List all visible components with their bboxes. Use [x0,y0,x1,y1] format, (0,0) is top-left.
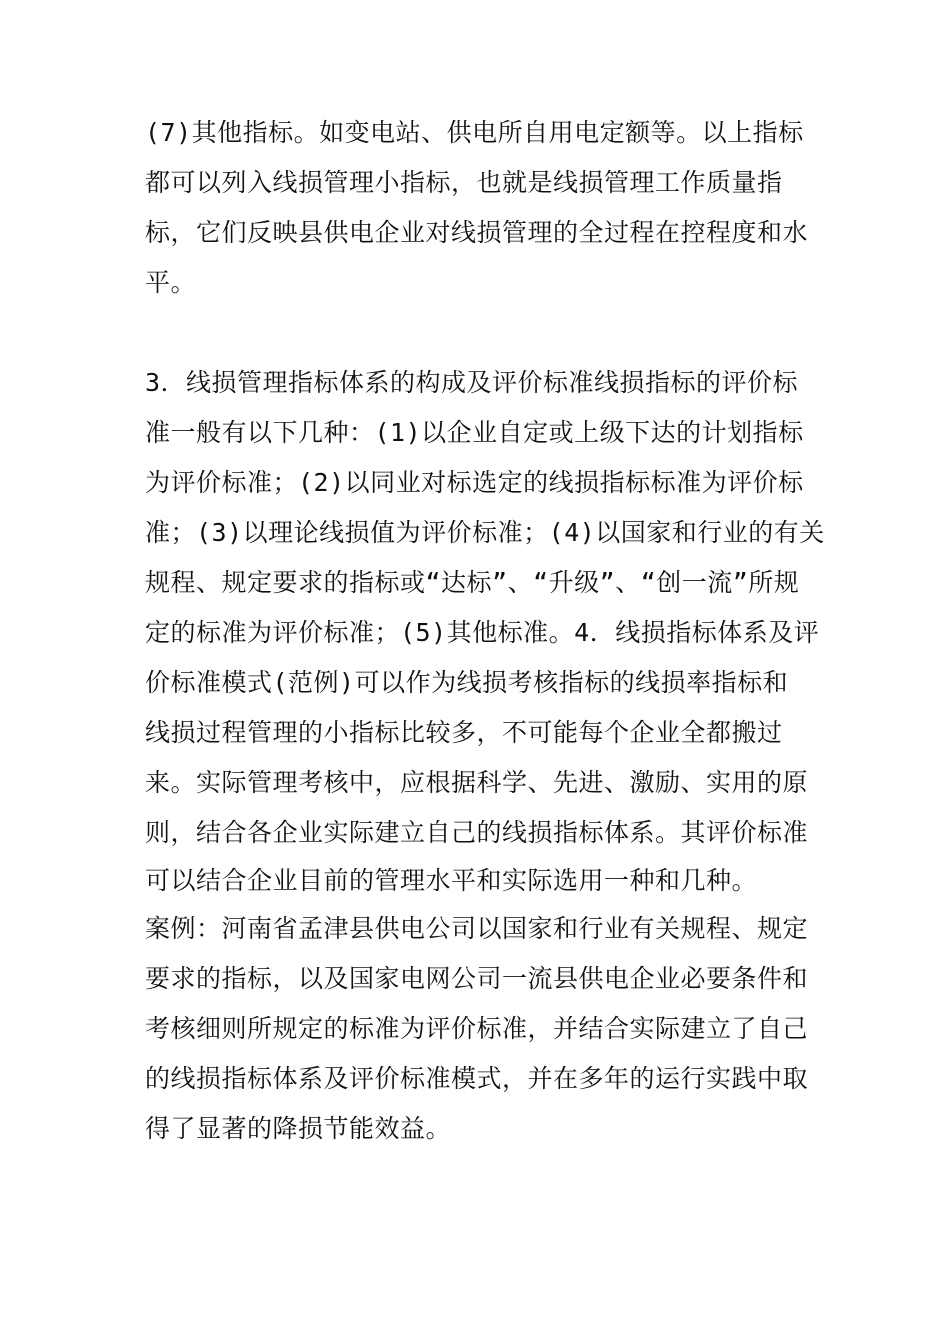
text-line: 3．线损管理指标体系的构成及评价标准线损指标的评价标 [145,368,799,397]
text-line: 准；(3)以理论线损值为评价标准；(4)以国家和行业的有关 [145,518,825,547]
text-line: 考核细则所规定的标准为评价标准，并结合实际建立了自己 [145,1014,809,1043]
text-line: 可以结合企业目前的管理水平和实际选用一种和几种。 [145,866,758,895]
text-line: 规程、规定要求的指标或“达标”、“升级”、“创一流”所规 [145,568,800,597]
text-line: 价标准模式(范例)可以作为线损考核指标的线损率指标和 [145,668,789,697]
text-line: 平。 [145,268,197,297]
text-line: 定的标准为评价标准；(5)其他标准。4．线损指标体系及评 [145,618,820,647]
text-line: 的线损指标体系及评价标准模式，并在多年的运行实践中取 [145,1064,809,1093]
text-line: 案例：河南省孟津县供电公司以国家和行业有关规程、规定 [145,914,809,943]
text-line: 得了显著的降损节能效益。 [145,1114,452,1143]
text-line: (7)其他指标。如变电站、供电所自用电定额等。以上指标 [145,118,804,147]
text-line: 标，它们反映县供电企业对线损管理的全过程在控程度和水 [145,218,809,247]
text-line: 线损过程管理的小指标比较多，不可能每个企业全都搬过 [145,718,783,747]
text-line: 则，结合各企业实际建立自己的线损指标体系。其评价标准 [145,818,809,847]
text-line: 为评价标准；(2)以同业对标选定的线损指标标准为评价标 [145,468,804,497]
text-line: 都可以列入线损管理小指标，也就是线损管理工作质量指 [145,168,783,197]
text-line: 要求的指标，以及国家电网公司一流县供电企业必要条件和 [145,964,809,993]
text-line: 准一般有以下几种：(1)以企业自定或上级下达的计划指标 [145,418,804,447]
text-line: 来。实际管理考核中，应根据科学、先进、激励、实用的原 [145,768,809,797]
